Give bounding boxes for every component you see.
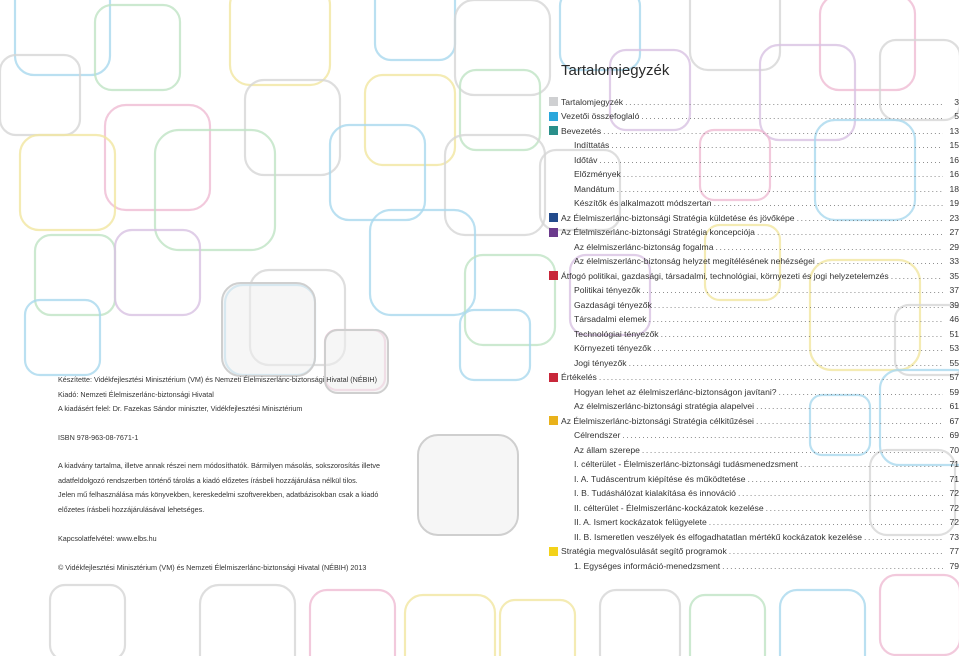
toc-entry-page: 59 [949, 386, 959, 397]
decorative-square [105, 105, 210, 210]
toc-entry[interactable] [574, 153, 959, 166]
toc-leader-dots [599, 372, 943, 382]
decorative-square [222, 283, 315, 376]
toc-entry-label: I. célterület - Élelmiszerlánc-biztonsági tudásmenedzsment [574, 459, 799, 469]
toc-entry[interactable] [574, 400, 959, 413]
toc-entry-page: 18 [949, 183, 959, 194]
toc-entry[interactable] [561, 545, 959, 558]
toc-entry[interactable] [574, 342, 959, 355]
toc-entry-label: II. A. Ismert kockázatok felügyelete [574, 517, 707, 527]
toc-entry-label: Gazdasági tényezők [574, 299, 652, 310]
toc-entry-page: 13 [949, 125, 959, 136]
toc-entry-page: 73 [949, 531, 959, 542]
toc-leader-dots [653, 343, 943, 353]
toc-entry-label: Indíttatás [574, 140, 610, 150]
toc-leader-dots [756, 401, 943, 411]
toc-leader-dots [622, 430, 943, 440]
section-color-marker [549, 112, 558, 121]
toc-entry[interactable] [574, 298, 959, 311]
toc-entry-label: Célrendszer [574, 430, 621, 440]
toc-entry[interactable] [574, 501, 959, 514]
toc-entry-page: 72 [949, 502, 959, 513]
toc-entry[interactable] [574, 356, 959, 369]
decorative-square [500, 600, 575, 656]
toc-leader-dots [623, 169, 943, 179]
decorative-square [600, 590, 680, 656]
toc-leader-dots [641, 111, 943, 121]
decorative-square [330, 125, 425, 220]
section-color-marker [549, 416, 558, 425]
imprint-copyright: © Vidékfejlesztési Minisztérium (VM) és Nemzeti Élelmiszerlánc-biztonsági Hivatal (NÉBIH) 2013 [58, 563, 367, 572]
toc-entry-label: Környezeti tényezők [574, 343, 652, 353]
toc-leader-dots [654, 300, 943, 310]
decorative-square [880, 40, 959, 120]
toc-entry-page: 72 [949, 517, 959, 527]
imprint-rights-line: Jelen mű felhasználása más könyvekben, kereskedelmi szoftverekben, adatbázisokban csak a kiadó [58, 490, 379, 499]
decorative-square [155, 130, 275, 250]
toc-entry-label: Technológiai tényezők [574, 328, 659, 339]
decorative-square [880, 575, 959, 655]
toc-entry-label: I. A. Tudáscentrum kiépítése és működtetése [574, 473, 746, 484]
decorative-square [370, 210, 475, 315]
decorative-square [0, 55, 80, 135]
toc-title: Tartalomjegyzék [561, 62, 670, 79]
toc-entry[interactable] [561, 226, 959, 239]
toc-entry-page: 69 [949, 430, 959, 440]
toc-entry-page: 51 [949, 328, 959, 339]
section-color-marker [549, 126, 558, 135]
decorative-square [690, 0, 780, 70]
toc-entry-label: Stratégia megvalósulását segítő programok [561, 546, 727, 556]
toc-entry[interactable] [561, 269, 959, 282]
decorative-square [25, 300, 100, 375]
toc-entry-page: 5 [954, 111, 959, 121]
toc-entry-label: Az élelmiszerlánc-biztonsági stratégia alapelvei [574, 401, 755, 411]
section-color-marker [549, 228, 558, 237]
toc-entry-label: Mandátum [574, 183, 615, 194]
decorative-square [418, 435, 518, 535]
toc-entry[interactable] [574, 458, 959, 471]
decorative-square [560, 0, 640, 70]
decorative-square [245, 80, 340, 175]
toc-entry-label: Az élelmiszerlánc-biztonság fogalma [574, 241, 714, 252]
toc-entry-label: 1. Egységes információ-menedzsment [574, 560, 721, 571]
toc-leader-dots [599, 155, 943, 165]
imprint-isbn: ISBN 978-963-08-7671-1 [58, 433, 139, 442]
toc-entry-page: 72 [949, 488, 959, 498]
toc-entry-page: 29 [949, 241, 959, 252]
toc-entry-page: 19 [949, 198, 959, 208]
imprint-rights-line: adatfeldolgozó rendszerben történő tárolás a kiadó előzetes írásbeli hozzájárulása nélkül tilos. [58, 476, 358, 485]
toc-leader-dots [779, 387, 943, 397]
toc-entry-label: Átfogó politikai, gazdasági, társadalmi, technológiai, környezeti és jogi helyzetelemzés [561, 270, 889, 281]
decorative-square [465, 255, 555, 345]
decorative-square [20, 135, 115, 230]
decorative-square [690, 595, 765, 656]
section-color-marker [549, 97, 558, 106]
toc-entry-label: Vezetői összefoglaló [561, 111, 640, 121]
section-color-marker [549, 271, 558, 280]
toc-entry-page: 77 [949, 546, 959, 556]
toc-entry-page: 16 [949, 154, 959, 165]
toc-leader-dots [617, 184, 943, 194]
toc-entry-label: Bevezetés [561, 125, 602, 136]
toc-entry[interactable] [574, 487, 959, 500]
toc-leader-dots [864, 532, 943, 542]
toc-entry[interactable] [561, 371, 959, 384]
toc-entry-label: Tartalomjegyzék [561, 96, 624, 107]
toc-leader-dots [729, 546, 943, 556]
toc-leader-dots [714, 198, 943, 208]
toc-leader-dots [797, 213, 943, 223]
toc-entry-page: 35 [949, 270, 959, 281]
decorative-square [375, 0, 455, 60]
toc-leader-dots [642, 285, 943, 295]
toc-entry-label: Az élelmiszerlánc-biztonság helyzet megítélésének nehézségei [574, 256, 815, 266]
toc-entry[interactable] [574, 472, 959, 485]
toc-entry[interactable] [574, 443, 959, 456]
toc-leader-dots [709, 517, 943, 527]
toc-entry-page: 70 [949, 444, 959, 455]
toc-entry[interactable] [574, 559, 959, 572]
toc-leader-dots [757, 227, 943, 237]
imprint-prepared-by: Készítette: Vidékfejlesztési Minisztérium (VM) és Nemzeti Élelmiszerlánc-biztonsági Hivatal (NÉBIH) [58, 375, 378, 384]
toc-leader-dots [817, 256, 943, 266]
decorative-square [200, 585, 295, 656]
section-color-marker [549, 547, 558, 556]
section-color-marker [549, 373, 558, 382]
decorative-square [365, 75, 455, 165]
toc-entry[interactable] [574, 385, 959, 398]
toc-entry-page: 61 [949, 401, 959, 411]
toc-entry-page: 15 [949, 140, 959, 150]
toc-entry-label: Jogi tényezők [574, 357, 627, 368]
toc-entry[interactable] [561, 414, 959, 427]
toc-entry[interactable] [574, 429, 959, 442]
toc-entry[interactable] [574, 327, 959, 340]
decorative-square [115, 230, 200, 315]
imprint-responsible: A kiadásért felel: Dr. Fazekas Sándor miniszter, Vidékfejlesztési Minisztérium [58, 404, 303, 413]
decorative-square [405, 595, 495, 656]
toc-entry-page: 46 [949, 314, 959, 324]
toc-leader-dots [603, 126, 943, 136]
decorative-square [230, 0, 330, 85]
toc-entry-page: 71 [949, 473, 959, 484]
toc-entry[interactable] [561, 124, 959, 137]
toc-entry-page: 79 [949, 560, 959, 571]
toc-entry-label: Az Élelmiszerlánc-biztonsági Stratégia koncepciója [561, 227, 755, 237]
toc-leader-dots [800, 459, 943, 469]
toc-entry-label: Az állam szerepe [574, 444, 640, 455]
toc-entry-page: 33 [949, 256, 959, 266]
toc-entry[interactable] [574, 530, 959, 543]
toc-entry[interactable] [574, 168, 959, 181]
toc-leader-dots [649, 314, 943, 324]
toc-leader-dots [715, 242, 943, 252]
imprint-publisher: Kiadó: Nemzeti Élelmiszerlánc-biztonsági Hivatal [58, 390, 214, 399]
toc-leader-dots [756, 416, 943, 426]
toc-entry-page: 16 [949, 169, 959, 179]
toc-entry-page: 37 [949, 285, 959, 295]
toc-leader-dots [891, 271, 943, 281]
toc-entry-page: 53 [949, 343, 959, 353]
toc-entry-label: Társadalmi elemek [574, 314, 647, 324]
toc-entry-label: Az Élelmiszerlánc-biztonsági Stratégia célkitűzései [561, 415, 754, 426]
decorative-square [50, 585, 125, 656]
decorative-square [780, 590, 865, 656]
toc-entry[interactable] [574, 516, 959, 529]
toc-entry-label: Hogyan lehet az élelmiszerlánc-biztonságon javítani? [574, 386, 777, 397]
toc-entry-page: 57 [949, 372, 959, 382]
toc-entry-label: Politikai tényezők [574, 285, 641, 295]
toc-entry-page: 71 [949, 459, 959, 469]
toc-leader-dots [629, 358, 943, 368]
toc-leader-dots [738, 488, 943, 498]
toc-entry-label: Készítők és alkalmazott módszertan [574, 198, 712, 208]
imprint-rights-line: előzetes írásbeli hozzájárulásával lehetséges. [58, 505, 205, 514]
toc-leader-dots [748, 474, 944, 484]
toc-entry-label: II. célterület - Élelmiszerlánc-kockázatok kezelése [574, 502, 764, 513]
toc-entry-label: II. B. Ismeretlen veszélyek és elfogadhatatlan mértékű kockázatok kezelése [574, 531, 863, 542]
toc-leader-dots [766, 503, 943, 513]
toc-entry[interactable] [561, 211, 959, 224]
toc-entry[interactable] [574, 284, 959, 297]
toc-entry[interactable] [574, 197, 959, 210]
decorative-square [310, 590, 395, 656]
decorative-square [95, 5, 180, 90]
toc-entry[interactable] [574, 240, 959, 253]
toc-entry[interactable] [561, 95, 959, 108]
section-color-marker [549, 213, 558, 222]
toc-entry-page: 39 [949, 299, 959, 310]
toc-entry[interactable] [574, 255, 959, 268]
toc-entry-label: Időtáv [574, 154, 598, 165]
imprint-contact: Kapcsolatfelvétel: www.elbs.hu [58, 534, 157, 543]
toc-entry[interactable] [574, 139, 959, 152]
toc-entry-page: 23 [949, 212, 959, 223]
toc-leader-dots [661, 329, 943, 339]
toc-entry-label: Előzmények [574, 169, 621, 179]
imprint-rights-line: A kiadvány tartalma, illetve annak részei nem módosíthatók. Bármilyen másolás, sokszorosítás illetve [58, 461, 380, 470]
toc-entry[interactable] [574, 313, 959, 326]
decorative-square [455, 0, 550, 95]
toc-entry-label: Értékelés [561, 372, 597, 382]
toc-entry-page: 67 [949, 415, 959, 426]
toc-entry[interactable] [561, 110, 959, 123]
toc-leader-dots [625, 97, 943, 107]
toc-entry-page: 55 [949, 357, 959, 368]
toc-entry-page: 3 [954, 96, 959, 107]
toc-entry-label: Az Élelmiszerlánc-biztonsági Stratégia küldetése és jövőképe [561, 212, 795, 223]
toc-leader-dots [722, 561, 943, 571]
decorative-square [35, 235, 115, 315]
toc-entry-label: I. B. Tudáshálózat kialakítása és innováció [574, 488, 736, 498]
toc-leader-dots [642, 445, 943, 455]
toc-entry[interactable] [574, 182, 959, 195]
toc-entry-page: 27 [949, 227, 959, 237]
decorative-square [460, 70, 540, 150]
toc-leader-dots [611, 140, 943, 150]
